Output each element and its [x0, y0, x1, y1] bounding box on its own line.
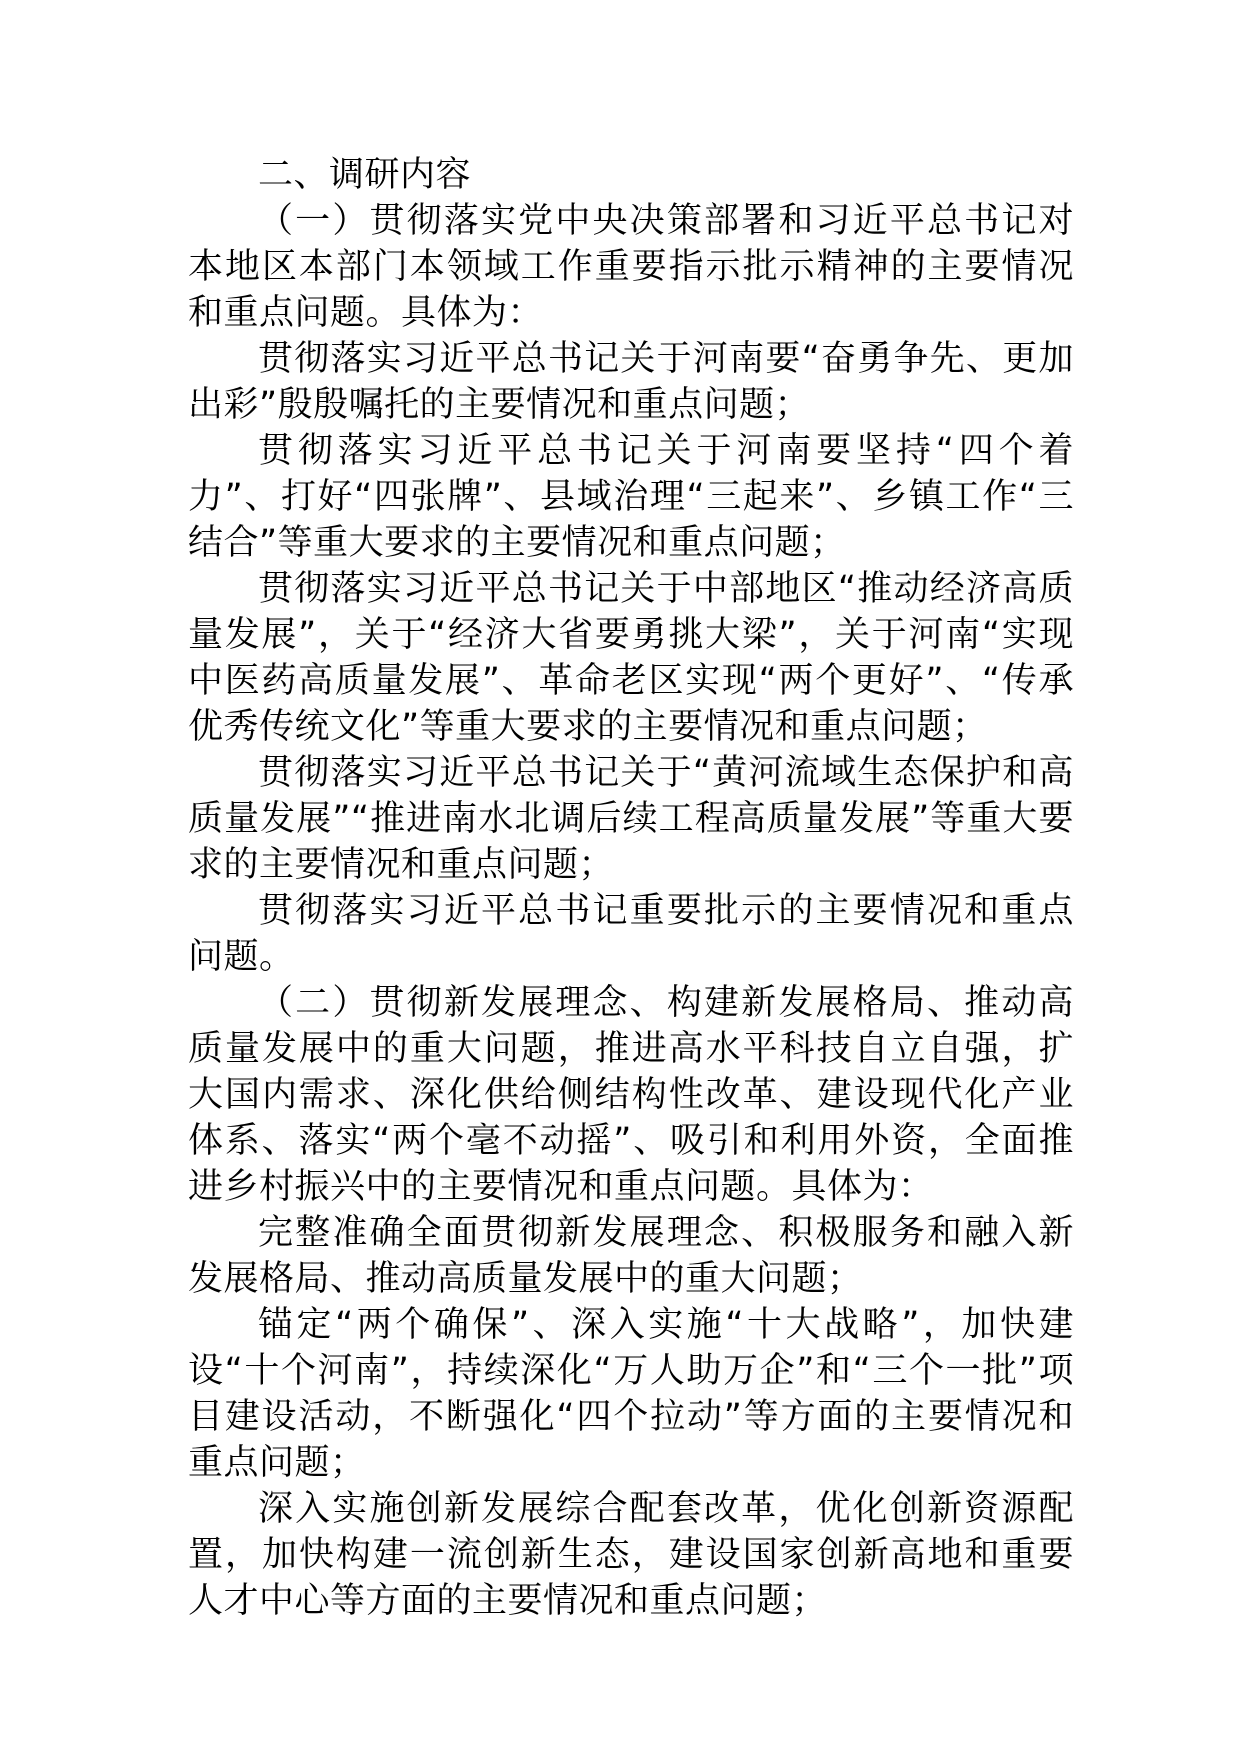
paragraph-1: （一）贯彻落实党中央决策部署和习近平总书记对本地区本部门本领域工作重要指示批示精神的主要情况和重点问题。具体为： — [188, 201, 1074, 333]
paragraph-6: 贯彻落实习近平总书记重要批示的主要情况和重点问题。 — [188, 891, 1074, 977]
paragraph-4: 贯彻落实习近平总书记关于中部地区“推动经济高质量发展”，关于“经济大省要勇挑大梁”，关于河南“实现中医药高质量发展”、革命老区实现“两个更好”、“传承优秀传统文化”等重大要求的主要情况和重点问题； — [188, 569, 1074, 747]
document-body — [188, 152, 1074, 1624]
paragraph-2: 贯彻落实习近平总书记关于河南要“奋勇争先、更加出彩”殷殷嘱托的主要情况和重点问题； — [188, 339, 1074, 425]
paragraph-7: （二）贯彻新发展理念、构建新发展格局、推动高质量发展中的重大问题，推进高水平科技自立自强，扩大国内需求、深化供给侧结构性改革、建设现代化产业体系、落实“两个毫不动摇”、吸引和利用外资，全面推进乡村振兴中的主要情况和重点问题。具体为： — [188, 983, 1074, 1207]
paragraph-10: 深入实施创新发展综合配套改革，优化创新资源配置，加快构建一流创新生态，建设国家创新高地和重要人才中心等方面的主要情况和重点问题； — [188, 1489, 1074, 1621]
paragraph-5: 贯彻落实习近平总书记关于“黄河流域生态保护和高质量发展”“推进南水北调后续工程高质量发展”等重大要求的主要情况和重点问题； — [188, 753, 1074, 885]
paragraph-8: 完整准确全面贯彻新发展理念、积极服务和融入新发展格局、推动高质量发展中的重大问题； — [188, 1213, 1074, 1299]
paragraph-3: 贯彻落实习近平总书记关于河南要坚持“四个着力”、打好“四张牌”、县域治理“三起来”、乡镇工作“三结合”等重大要求的主要情况和重点问题； — [188, 431, 1074, 563]
paragraph-9: 锚定“两个确保”、深入实施“十大战略”，加快建设“十个河南”，持续深化“万人助万企”和“三个一批”项目建设活动，不断强化“四个拉动”等方面的主要情况和重点问题； — [188, 1305, 1074, 1483]
section-heading: 二、调研内容 — [258, 155, 472, 195]
